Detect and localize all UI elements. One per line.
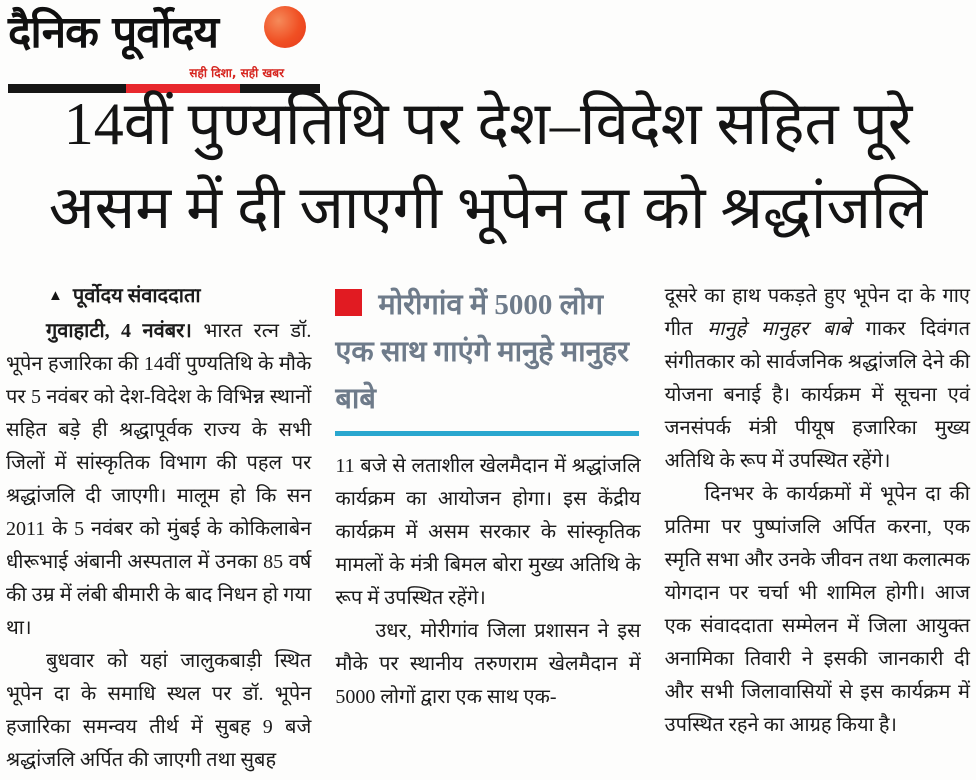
column-3	[665, 280, 970, 780]
paragraph-3: 11 बजे से लताशील खेलमैदान में श्रद्धांजलि कार्यक्रम का आयोजन होगा। इस केंद्रीय कार्यक्रम में असम सरकार के सांस्कृतिक मामलों के मंत्री बिमल बोरा मुख्य अतिथि के रूप में उपस्थित रहेंगे।	[335, 455, 641, 609]
byline	[6, 280, 311, 315]
article-body	[6, 280, 970, 780]
paragraph-1-text: भारत रत्न डॉ. भूपेन हजारिका की 14वीं पुण्यतिथि के मौके पर 5 नवंबर को देश-विदेश के विभिन्न स्थानों सहित बड़े ही श्रद्धापूर्वक राज्य के सभी जिलों में सांस्कृतिक विभाग की पहल पर श्रद्धांजलि दी जाएगी। मालूम हो कि सन 2011 के 5 नवंबर को मुंबई के कोकिलाबेन धीरूभाई अंबानी अस्पताल में उनका 85 वर्ष की उम्र में लंबी बीमारी के बाद निधन हो गया था।	[6, 320, 312, 639]
masthead-tagline: सही दिशा, सही खबर	[189, 66, 284, 80]
paragraph-4: उधर, मोरीगांव जिला प्रशासन ने इस मौके पर स्थानीय तरुणराम खेलमैदान में 5000 लोगों द्वारा एक साथ एक-	[335, 620, 641, 708]
byline-text: पूर्वोदय संवाददाता	[72, 285, 201, 307]
column-2	[335, 280, 640, 780]
article-headline	[0, 82, 976, 250]
paragraph-1	[6, 315, 311, 645]
paragraph-2: बुधवार को यहां जालुकबाड़ी स्थित भूपेन दा के समाधि स्थल पर डॉ. भूपेन हजारिका समन्वय तीर्थ में सुबह 9 बजे श्रद्धांजलि अर्पित की जाएगी तथा सुबह	[6, 650, 312, 771]
subheadline-divider	[335, 431, 638, 436]
logo-sun-circle-icon	[264, 6, 306, 48]
masthead-logo	[8, 4, 320, 66]
dateline: गुवाहाटी, 4 नवंबर।	[46, 320, 192, 342]
newspaper-title: दैनिक पूर्वोदय	[8, 7, 219, 58]
headline-line-1: 14वीं पुण्यतिथि पर देश–विदेश सहित पूरे	[63, 91, 913, 157]
red-square-bullet-icon	[335, 289, 362, 316]
masthead	[8, 4, 320, 93]
headline-line-2: असम में दी जाएगी भूपेन दा को श्रद्धांजलि	[48, 175, 928, 241]
paragraph-5	[665, 280, 970, 478]
subheadline-text: मोरीगांव में 5000 लोग एक साथ गाएंगे मानुहे मानुहर बाबे	[335, 289, 630, 415]
subheadline	[335, 282, 640, 423]
triangle-bullet-icon: ▲	[48, 288, 63, 304]
paragraph-5-start: दूसरे का हाथ पकड़ते हुए भूपेन दा के गाए गीत	[664, 285, 970, 340]
song-title-italic: मानुहे मानुहर बाबे	[707, 318, 851, 340]
column-1	[6, 280, 311, 780]
paragraph-5-end: गाकर दिवंगत संगीतकार को सार्वजनिक श्रद्धांजलि देने की योजना बनाई है। कार्यक्रम में सूचना एवं जनसंपर्क मंत्री पीयूष हजारिका मुख्य अतिथि के रूप में उपस्थित रहेंगे।	[664, 318, 970, 472]
paragraph-6: दिनभर के कार्यक्रमों में भूपेन दा की प्रतिमा पर पुष्पांजलि अर्पित करना, एक स्मृति सभा और उनके जीवन तथा कलात्मक योगदान पर चर्चा भी शामिल होगी। आज एक संवाददाता सम्मेलन में जिला आयुक्त अनामिका तिवारी ने इसकी जानकारी दी और सभी जिलावासियों से इस कार्यक्रम में उपस्थित रहने का आग्रह किया है।	[664, 483, 970, 736]
